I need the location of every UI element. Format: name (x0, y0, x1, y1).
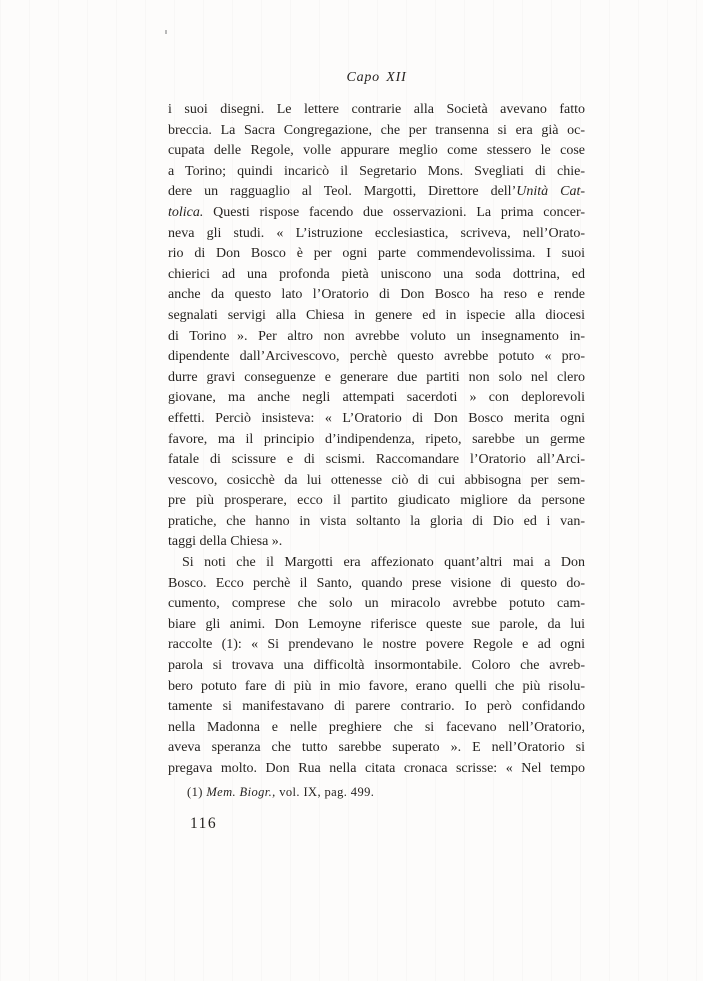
text-line (168, 615, 585, 636)
text-line (168, 738, 585, 759)
text-run: cumento, comprese che solo un miracolo avrebbe potuto cam- (168, 596, 585, 612)
text-run: pregava molto. Don Rua nella citata cronaca scrisse: « Nel tempo (168, 761, 585, 776)
running-header: Capo XII (346, 70, 407, 85)
text-run: biare gli animi. Don Lemoyne riferisce queste sue parole, da lui (168, 616, 585, 632)
text-run: pre più prosperare, ecco il partito giudicato migliore da persone (168, 493, 585, 509)
text-line (168, 450, 585, 471)
text-line (168, 162, 585, 183)
text-run: aveva speranza che tutto sarebbe superato ». E nell’Oratorio si (168, 740, 585, 756)
text-run: Questi rispose facendo due osservazioni. La prima concer- (203, 204, 585, 220)
text-run: dere un ragguaglio al Teol. Margotti, Direttore dell’ (168, 184, 517, 200)
text-run: tamente si manifestavano di parere contrario. Io però confidando (168, 699, 585, 715)
text-run: di Torino ». Per altro non avrebbe voluto un insegnamento in- (168, 328, 585, 344)
text-line (168, 141, 585, 162)
text-run: pratiche, che hanno in vista soltanto la gloria di Dio ed i van- (168, 513, 585, 529)
text-line (168, 368, 585, 389)
text-run: vescovo, cosicchè da lui ottenesse ciò di cui abbisogna per sem- (168, 472, 585, 488)
text-run: vol. IX, pag. 499. (275, 785, 375, 799)
text-run: giovane, ma anche negli attempati sacerdoti » con deplorevoli (168, 390, 585, 406)
scan-speck (165, 30, 167, 34)
text-line (168, 100, 585, 121)
text-run: dipendente dall’Arcivescovo, perchè questo avrebbe potuto « pro- (168, 349, 585, 365)
text-line (168, 327, 585, 348)
italic-text-run: tolica. (168, 204, 204, 220)
text-run: segnalati servigi alla Chiesa in genere ed in ispecie alla diocesi (168, 307, 585, 323)
text-line (168, 430, 585, 451)
text-run: anche da questo lato l’Oratorio di Don Bosco ha reso e rende (168, 287, 585, 303)
text-line (168, 244, 585, 265)
text-line (168, 697, 585, 718)
text-line (168, 409, 585, 430)
text-run: (1) (187, 785, 207, 799)
text-run: breccia. La Sacra Congregazione, che per transenna si era già oc- (168, 122, 585, 138)
text-run: nella Madonna e nelle preghiere che si facevano nell’Oratorio, (168, 719, 585, 735)
text-line (168, 677, 585, 698)
text-line (168, 388, 585, 409)
text-run: raccolte (1): « Si prendevano le nostre povere Regole e ad ogni (168, 637, 585, 653)
body-text (168, 100, 585, 780)
text-line (168, 594, 585, 615)
text-run: parola si trovava una difficoltà insormontabile. Coloro che avreb- (168, 658, 585, 674)
text-line (168, 224, 585, 245)
text-line (168, 532, 585, 553)
text-run: cupata delle Regole, volle appurare meglio come stessero le cose (168, 143, 585, 159)
text-line (168, 512, 585, 533)
text-line (168, 574, 585, 595)
text-line (168, 306, 585, 327)
text-line (168, 491, 585, 512)
text-run: Bosco. Ecco perchè il Santo, quando prese visione di questo do- (168, 575, 585, 591)
text-line (168, 553, 585, 574)
text-line (168, 471, 585, 492)
text-run: favore, ma il principio d’indipendenza, ripeto, sarebbe un germe (168, 431, 585, 447)
text-line (168, 265, 585, 286)
text-line (168, 759, 585, 780)
text-line (168, 347, 585, 368)
text-line (168, 182, 585, 203)
text-line (168, 635, 585, 656)
text-run: taggi della Chiesa ». (168, 534, 283, 550)
text-run: neva gli studi. « L’istruzione ecclesiastica, scriveva, nell’Orato- (168, 225, 585, 241)
italic-text-run: Mem. Biogr., (206, 785, 276, 799)
text-line (168, 718, 585, 739)
text-line (168, 285, 585, 306)
text-line (168, 203, 585, 224)
text-run: i suoi disegni. Le lettere contrarie alla Società avevano fatto (168, 102, 585, 117)
text-run: fatale di scissure e di scismi. Raccomandare l’Oratorio all’Arci- (168, 452, 585, 468)
text-run: rio di Don Bosco è per ogni parte commendevolissima. I suoi (168, 246, 585, 262)
footnote (187, 785, 587, 800)
text-line (168, 121, 585, 142)
text-run: durre gravi conseguenze e generare due partiti non solo nel clero (168, 369, 585, 385)
text-run: bero potuto fare di più in mio favore, erano quelli che più risolu- (168, 678, 585, 694)
text-run: effetti. Perciò insisteva: « L’Oratorio di Don Bosco merita ogni (168, 410, 585, 426)
text-line (168, 656, 585, 677)
text-run: Si noti che il Margotti era affezionato quant’altri mai a Don (182, 555, 585, 571)
text-run: a Torino; quindi incaricò il Segretario Mons. Svegliati di chie- (168, 163, 585, 179)
text-run: chierici ad una profonda pietà uniscono una soda dottrina, ed (168, 266, 585, 282)
page-number: 116 (190, 815, 218, 832)
italic-text-run: Unità Cat- (516, 184, 586, 200)
